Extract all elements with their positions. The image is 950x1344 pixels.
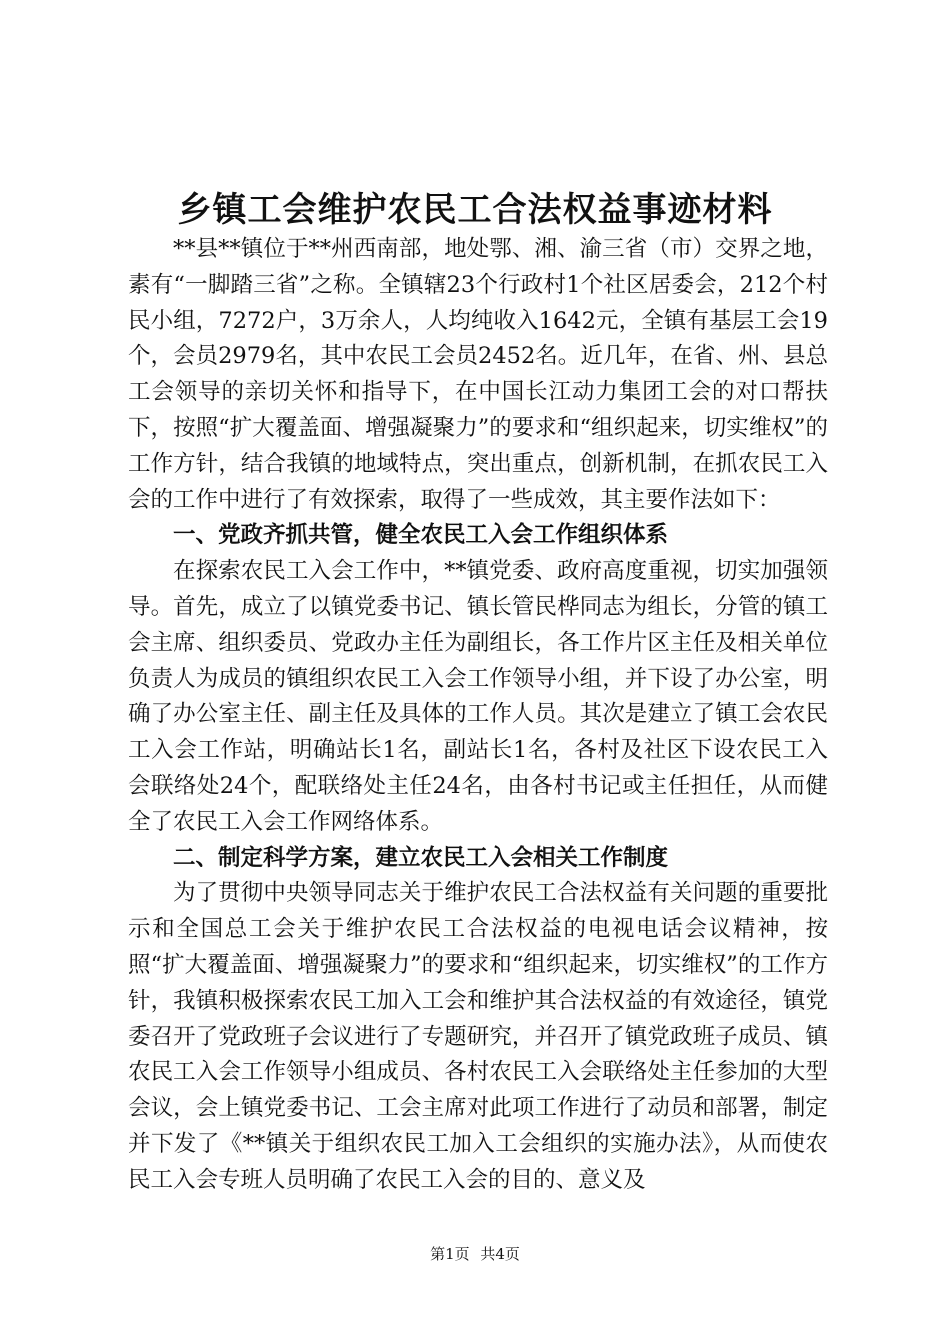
page-total: 共4页 (480, 1245, 520, 1263)
section-2-paragraph: 为了贯彻中央领导同志关于维护农民工合法权益有关问题的重要批示和全国总工会关于维护农民工合法权益的电视电话会议精神，按照“扩大覆盖面、增强凝聚力”的要求和“组织起来，切实维权”的工作方针，我镇积极探索农民工加入工会和维护其合法权益的有效途径，镇党委召开了党政班子会议进行了专题研究，并召开了镇党政班子成员、镇农民工入会工作领导小组成员、各村农民工入会联络处主任参加的大型会议，会上镇党委书记、工会主席对此项工作进行了动员和部署，制定并下发了《**镇关于组织农民工加入工会组织的实施办法》，从而使农民工入会专班人员明确了农民工入会的目的、意义及 (128, 880, 828, 1193)
intro-paragraph: **县**镇位于**州西南部，地处鄂、湘、渝三省（市）交界之地，素有“一脚踏三省”之称。全镇辖23个行政村1个社区居委会，212个村民小组，7272户，3万余人，人均纯收入1642元，全镇有基层工会19个，会员2979名，其中农民工会员2452名。近几年，在省、州、县总工会领导的亲切关怀和指导下，在中国长江动力集团工会的对口帮扶下，按照“扩大覆盖面、增强凝聚力”的要求和“组织起来，切实维权”的工作方针，结合我镇的地域特点，突出重点，创新机制，在抓农民工入会的工作中进行了有效探索，取得了一些成效，其主要作法如下： (128, 236, 828, 513)
document-title: 乡镇工会维护农民工合法权益事迹材料 (177, 190, 773, 230)
document-body (128, 232, 828, 1199)
page-number: 第1页 (430, 1245, 470, 1263)
section-heading-2: 二、制定科学方案，建立农民工入会相关工作制度 (173, 844, 669, 871)
section-1-paragraph: 在探索农民工入会工作中，**镇党委、政府高度重视，切实加强领导。首先，成立了以镇党委书记、镇长管民桦同志为组长，分管的镇工会主席、组织委员、党政办主任为副组长，各工作片区主任及相关单位负责人为成员的镇组织农民工入会工作领导小组，并下设了办公室，明确了办公室主任、副主任及具体的工作人员。其次是建立了镇工会农民工入会工作站，明确站长1名，副站长1名，各村及社区下设农民工入会联络处24个，配联络处主任24名，由各村书记或主任担任，从而健全了农民工入会工作网络体系。 (128, 558, 828, 835)
section-heading-1: 一、党政齐抓共管，健全农民工入会工作组织体系 (173, 522, 669, 549)
page-footer (0, 1244, 950, 1264)
